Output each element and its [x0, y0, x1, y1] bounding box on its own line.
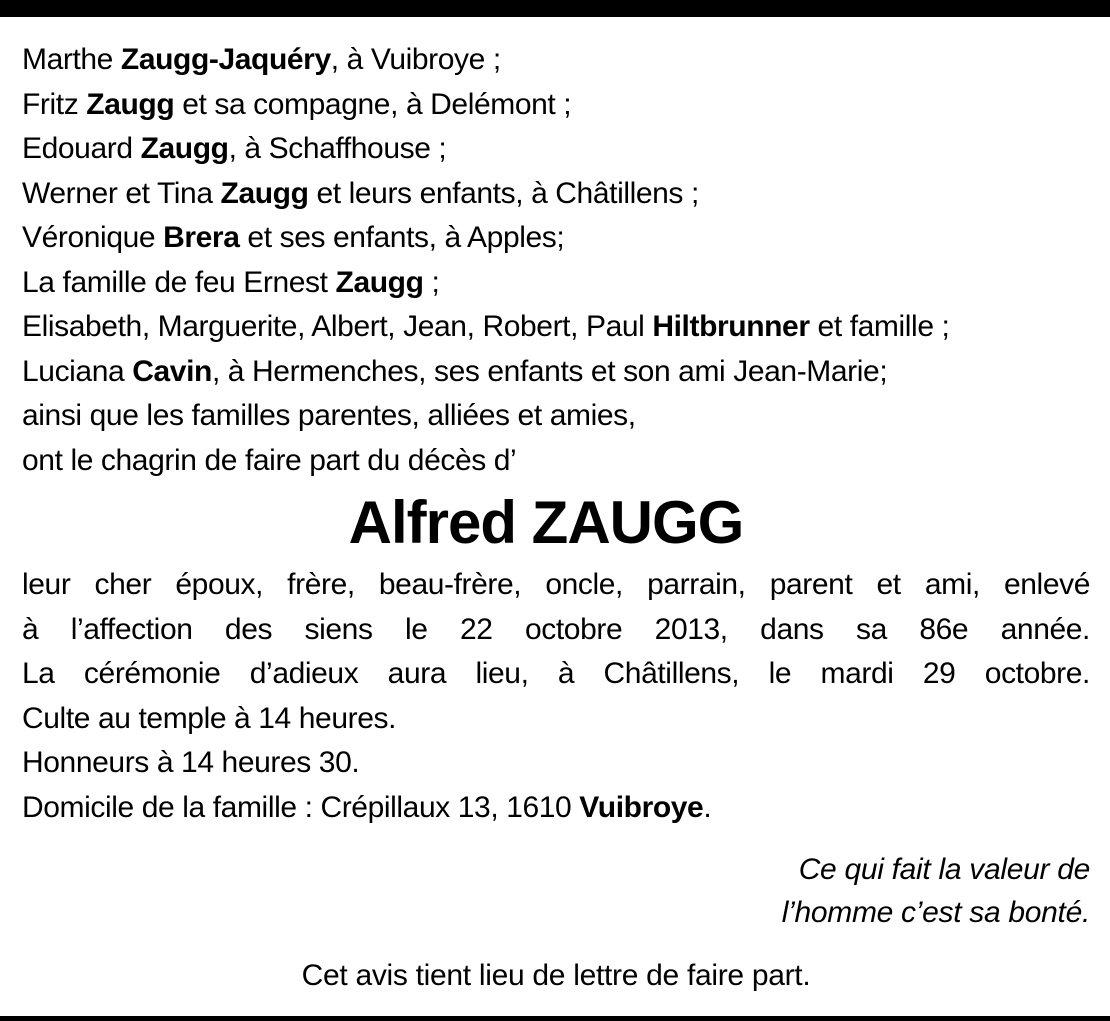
- domicile-line: Domicile de la famille : Crépillaux 13, 1610 Vuibroye.: [22, 790, 712, 824]
- body-line: à l’affection des siens le 22 octobre 2013, dans sa 86e année.: [22, 612, 1090, 646]
- body-line: Culte au temple à 14 heures.: [22, 701, 397, 735]
- family-line: Edouard Zaugg, à Schaffhouse ;: [22, 132, 447, 165]
- deceased-name: Alfred ZAUGG: [348, 489, 744, 556]
- memorial-quote: [22, 848, 1090, 934]
- family-line: La famille de feu Ernest Zaugg ;: [22, 265, 440, 299]
- family-line: ont le chagrin de faire part du décès d’: [22, 443, 517, 477]
- body-line: Honneurs à 14 heures 30.: [22, 746, 360, 779]
- family-line: Fritz Zaugg et sa compagne, à Delémont ;: [22, 87, 572, 121]
- top-border-rule: [0, 0, 1110, 17]
- family-line: Marthe Zaugg-Jaquéry, à Vuibroye ;: [22, 43, 501, 76]
- family-line: Luciana Cavin, à Hermenches, ses enfants et son ami Jean-Marie;: [22, 354, 888, 388]
- family-line: ainsi que les familles parentes, alliées et amies,: [22, 399, 636, 432]
- body-line: La cérémonie d’adieux aura lieu, à Châtillens, le mardi 29 octobre.: [22, 657, 1090, 690]
- bottom-border-rule: [0, 1016, 1110, 1021]
- family-line: Elisabeth, Marguerite, Albert, Jean, Robert, Paul Hiltbrunner et famille ;: [22, 310, 950, 343]
- body-line: leur cher époux, frère, beau-frère, oncle, parrain, parent et ami, enlevé: [22, 568, 1090, 601]
- footer-note: Cet avis tient lieu de lettre de faire part.: [301, 959, 811, 992]
- family-line: Véronique Brera et ses enfants, à Apples;: [22, 221, 565, 254]
- family-list: [22, 38, 1090, 483]
- notice-body: [22, 563, 1090, 830]
- quote-line: l’homme c’est sa bonté.: [781, 896, 1090, 929]
- family-line: Werner et Tina Zaugg et leurs enfants, à Châtillens ;: [22, 176, 699, 210]
- death-notice: [22, 38, 1090, 996]
- quote-line: Ce qui fait la valeur de: [798, 853, 1090, 886]
